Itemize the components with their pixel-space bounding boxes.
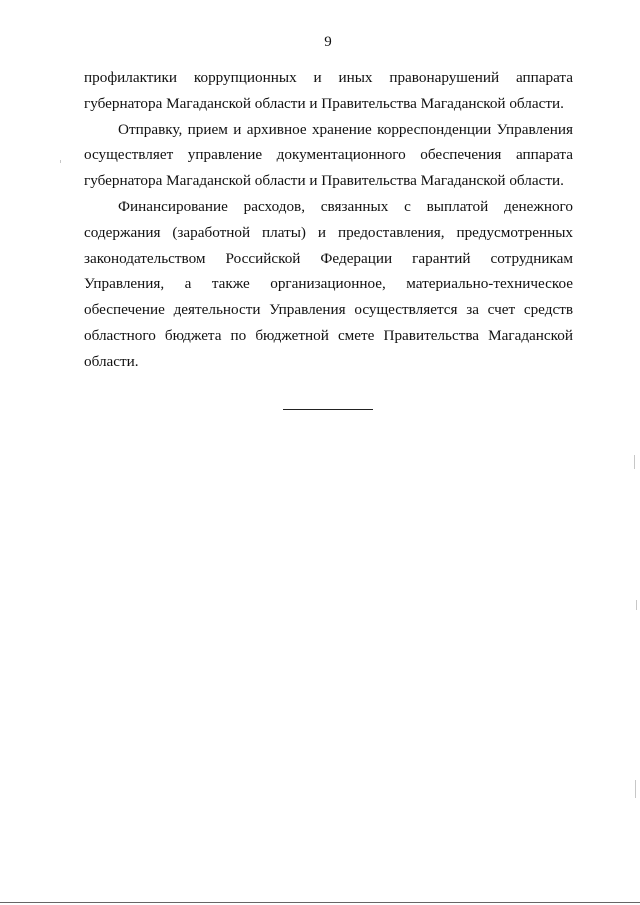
- scan-artifact: [634, 455, 635, 469]
- text-line: Управления, а также организационное, материально-техническое: [84, 275, 573, 293]
- text-line: губернатора Магаданской области и Правительства Магаданской области.: [84, 94, 564, 112]
- text-line: области.: [84, 352, 139, 370]
- text-line: осуществляет управление документационного обеспечения аппарата: [84, 146, 573, 164]
- text-line: Отправку, прием и архивное хранение корреспонденции Управления: [118, 120, 573, 138]
- page-bottom-edge: [0, 902, 640, 903]
- scan-artifact: [635, 780, 636, 798]
- text-line: областного бюджета по бюджетной смете Правительства Магаданской: [84, 326, 573, 344]
- text-line: Финансирование расходов, связанных с выплатой денежного: [118, 197, 573, 215]
- text-line: губернатора Магаданской области и Правительства Магаданской области.: [84, 172, 564, 190]
- text-line: обеспечение деятельности Управления осуществляется за счет средств: [84, 301, 573, 319]
- text-line: профилактики коррупционных и иных правонарушений аппарата: [84, 69, 573, 86]
- end-of-text-rule: [283, 409, 373, 410]
- document-body: [84, 65, 573, 375]
- text-line: содержания (заработной платы) и предоставления, предусмотренных: [84, 223, 573, 241]
- scan-artifact: [636, 600, 637, 610]
- paragraph-1: [84, 65, 573, 117]
- text-line: законодательством Российской Федерации гарантий сотрудникам: [84, 249, 573, 267]
- scan-artifact: [60, 160, 61, 163]
- paragraph-2: [84, 117, 573, 194]
- paragraph-3: [84, 194, 573, 375]
- page-number: 9: [324, 34, 332, 50]
